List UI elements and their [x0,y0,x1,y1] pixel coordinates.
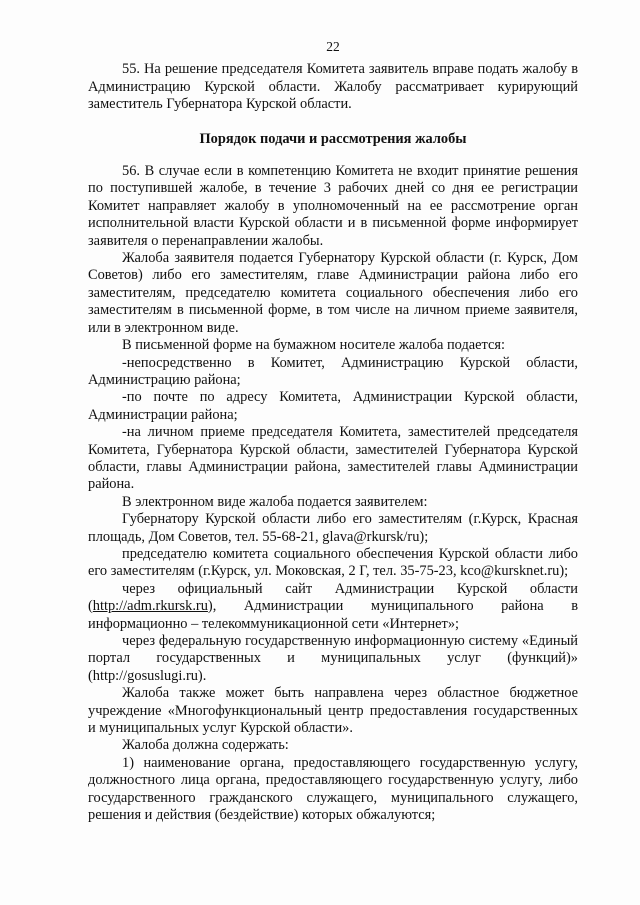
page-number: 22 [326,39,340,54]
electronic-item-3-text-end: ), Администрации муниципального района в информационно – телекоммуникационной сети «Интернет»; [88,598,578,632]
paragraph-electronic-intro: В электронном виде жалоба подается заявителем: [122,493,428,510]
paragraph-electronic-item-4: через федеральную государственную информационную систему «Единый портал государственных и муниципальных услуг (функций)» (http://gosuslugi.ru). [88,633,578,684]
paragraph-55: 55. На решение председателя Комитета заявитель вправе подать жалобу в Администрацию Курской области. Жалобу рассматривает курирующий заместитель Губернатора Курской области. [88,61,578,113]
paragraph-contain-item-1: 1) наименование органа, предоставляющего государственную услугу, должностного лица органа, предоставляющего государственную услугу, либо государственного гражданского служащего, муниципального служащего, решения и действия (бездействие) которых обжалуются; [88,754,578,824]
paragraph-mfc: Жалоба также может быть направлена через областное бюджетное учреждение «Многофункциональный центр предоставления государственных и муниципальных услуг Курской области». [88,685,578,737]
paragraph-56: 56. В случае если в компетенцию Комитета не входит принятие решения по поступившей жалобе, в течение 3 рабочих дней со дня ее регистрации Комитет направляет жалобу в уполномоченный на ее рассмотрение орган исполнительной власти Курской области и в письменной форме информирует заявителя о перенаправлении жалобы. [88,163,578,249]
paragraph-paper-item-2: -по почте по адресу Комитета, Администрации Курской области, Администрации района; [88,389,578,423]
paragraph-contain-intro: Жалоба должна содержать: [122,737,289,754]
adm-site-link[interactable]: http://adm.rkursk.ru [92,598,208,615]
paragraph-submission: Жалоба заявителя подается Губернатору Курской области (г. Курск, Дом Советов) либо его заместителям, главе Администрации района либо его заместителям, председателю комитета социального обеспечения либо его заместителям в письменной форме, в том числе на личном приеме заявителя, или в электронном виде. [88,250,578,336]
paragraph-paper-item-1: -непосредственно в Комитет, Администрацию Курской области, Администрацию района; [88,354,578,388]
paragraph-electronic-item-1: Губернатору Курской области либо его заместителям (г.Курск, Красная площадь, Дом Советов, тел. 55-68-21, glava@rkursk/ru); [88,511,578,545]
paragraph-paper-intro: В письменной форме на бумажном носителе жалоба подается: [122,337,506,354]
section-heading: Порядок подачи и рассмотрения жалобы [199,130,467,147]
paragraph-paper-item-3: -на личном приеме председателя Комитета, заместителей председателя Комитета, Губернатора Курской области, заместителей Губернатора Курской области, главы Администрации района, заместителей главы Администрации района. [88,424,578,493]
electronic-item-3-text-start: через официальный сайт Администрации Курской области ( [88,580,578,615]
paragraph-electronic-item-3 [88,581,578,633]
paragraph-electronic-item-2: председателю комитета социального обеспечения Курской области либо его заместителям (г.Курск, ул. Моковская, 2 Г, тел. 35-75-23, kco@kursknet.ru); [88,545,578,580]
